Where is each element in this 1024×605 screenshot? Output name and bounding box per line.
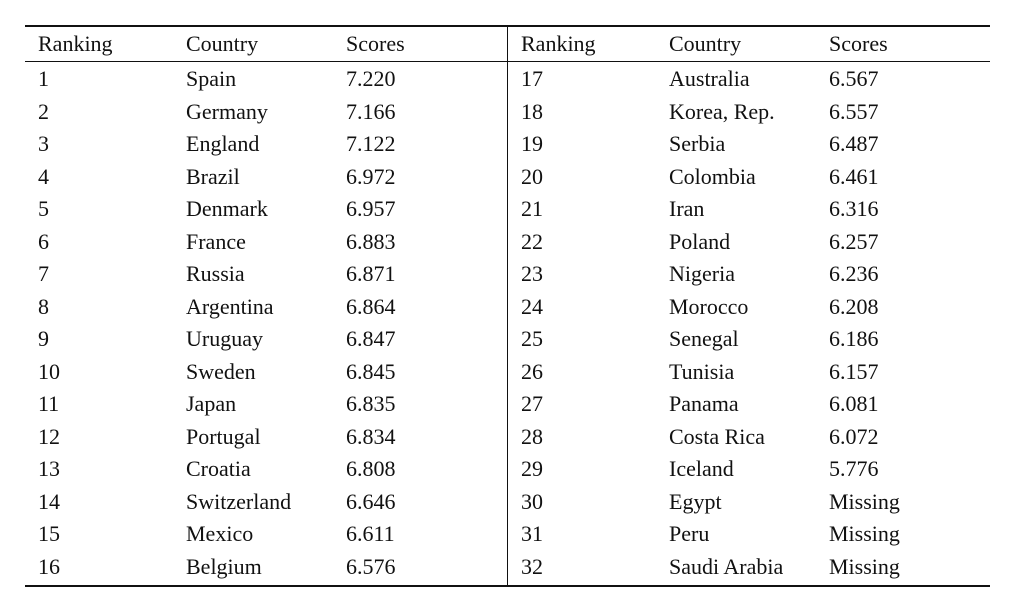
country-cell: Spain (186, 66, 237, 92)
score-cell: 6.845 (346, 358, 396, 384)
score-cell: 6.646 (346, 488, 396, 514)
left-rows (25, 62, 507, 585)
table-row (25, 291, 507, 324)
header-scores: Scores (829, 31, 888, 56)
score-cell: 6.461 (829, 163, 879, 189)
country-cell: Senegal (669, 326, 739, 352)
score-cell: 7.166 (346, 98, 396, 124)
score-cell: 6.847 (346, 326, 396, 352)
country-cell: Sweden (186, 358, 256, 384)
country-cell: Portugal (186, 423, 261, 449)
table-row (25, 193, 507, 226)
table-row (25, 161, 507, 194)
ranking-cell: 6 (38, 228, 49, 254)
ranking-cell: 23 (521, 261, 543, 287)
country-cell: Panama (669, 391, 739, 417)
table-row (25, 63, 507, 96)
ranking-cell: 14 (38, 488, 60, 514)
score-cell: 7.220 (346, 66, 396, 92)
ranking-cell: 11 (38, 391, 60, 417)
table-row (508, 453, 990, 486)
country-cell: Switzerland (186, 488, 292, 514)
country-cell: Saudi Arabia (669, 553, 784, 579)
header-row (25, 27, 507, 62)
rankings-table (25, 25, 990, 587)
table-row (508, 551, 990, 584)
score-cell: 6.972 (346, 163, 396, 189)
score-cell: 6.957 (346, 196, 396, 222)
score-cell: 6.257 (829, 228, 879, 254)
ranking-cell: 15 (38, 521, 60, 547)
score-cell: 6.081 (829, 391, 879, 417)
ranking-cell: 26 (521, 358, 543, 384)
country-cell: Morocco (669, 293, 749, 319)
score-cell: 6.567 (829, 66, 879, 92)
country-cell: Iran (669, 196, 705, 222)
table-row (508, 63, 990, 96)
header-ranking: Ranking (521, 31, 596, 56)
ranking-cell: 25 (521, 326, 543, 352)
ranking-cell: 30 (521, 488, 543, 514)
score-cell: Missing (829, 521, 900, 547)
country-cell: Germany (186, 98, 268, 124)
ranking-cell: 16 (38, 553, 60, 579)
table-row (508, 518, 990, 551)
ranking-cell: 12 (38, 423, 60, 449)
table-row (508, 128, 990, 161)
header-ranking: Ranking (38, 31, 113, 56)
header-country: Country (669, 31, 742, 56)
ranking-cell: 1 (38, 66, 49, 92)
table-row (508, 96, 990, 129)
table-right-half (508, 27, 990, 585)
ranking-cell: 10 (38, 358, 60, 384)
ranking-cell: 24 (521, 293, 543, 319)
score-cell: 6.186 (829, 326, 879, 352)
country-cell: Mexico (186, 521, 254, 547)
table-row (508, 258, 990, 291)
score-cell: 6.487 (829, 131, 879, 157)
country-cell: Australia (669, 66, 750, 92)
ranking-cell: 7 (38, 261, 49, 287)
ranking-cell: 21 (521, 196, 543, 222)
country-cell: Japan (186, 391, 237, 417)
country-cell: Serbia (669, 131, 726, 157)
country-cell: Costa Rica (669, 423, 765, 449)
country-cell: Croatia (186, 456, 251, 482)
table-row (508, 356, 990, 389)
score-cell: 6.157 (829, 358, 879, 384)
table-row (508, 388, 990, 421)
ranking-cell: 19 (521, 131, 543, 157)
score-cell: 6.072 (829, 423, 879, 449)
table-row (25, 356, 507, 389)
header-scores: Scores (346, 31, 405, 56)
country-cell: Colombia (669, 163, 756, 189)
table-row (25, 453, 507, 486)
table-row (508, 226, 990, 259)
score-cell: 6.864 (346, 293, 396, 319)
ranking-cell: 20 (521, 163, 543, 189)
score-cell: 6.834 (346, 423, 396, 449)
score-cell: 6.808 (346, 456, 396, 482)
country-cell: Korea, Rep. (669, 98, 775, 124)
ranking-cell: 9 (38, 326, 49, 352)
table-row (508, 323, 990, 356)
table-halves (25, 27, 990, 585)
ranking-cell: 3 (38, 131, 49, 157)
table-row (25, 226, 507, 259)
ranking-cell: 8 (38, 293, 49, 319)
country-cell: Uruguay (186, 326, 263, 352)
country-cell: Iceland (669, 456, 734, 482)
ranking-cell: 29 (521, 456, 543, 482)
table-row (508, 193, 990, 226)
table-row (25, 128, 507, 161)
country-cell: Tunisia (669, 358, 735, 384)
ranking-cell: 27 (521, 391, 543, 417)
ranking-cell: 32 (521, 553, 543, 579)
ranking-cell: 2 (38, 98, 49, 124)
score-cell: 6.576 (346, 553, 396, 579)
table-row (25, 518, 507, 551)
ranking-cell: 17 (521, 66, 543, 92)
header-country: Country (186, 31, 259, 56)
score-cell: 6.883 (346, 228, 396, 254)
country-cell: Nigeria (669, 261, 735, 287)
table-row (25, 323, 507, 356)
ranking-cell: 28 (521, 423, 543, 449)
country-cell: Argentina (186, 293, 274, 319)
country-cell: England (186, 131, 260, 157)
score-cell: 6.236 (829, 261, 879, 287)
score-cell: 6.557 (829, 98, 879, 124)
score-cell: 6.871 (346, 261, 396, 287)
country-cell: Peru (669, 521, 710, 547)
table-row (25, 486, 507, 519)
ranking-cell: 4 (38, 163, 49, 189)
ranking-cell: 18 (521, 98, 543, 124)
country-cell: Denmark (186, 196, 268, 222)
table-row (508, 161, 990, 194)
country-cell: Egypt (669, 488, 722, 514)
ranking-cell: 31 (521, 521, 543, 547)
right-rows (508, 62, 990, 585)
country-cell: Brazil (186, 163, 240, 189)
table-row (508, 291, 990, 324)
table-row (25, 388, 507, 421)
country-cell: Belgium (186, 553, 262, 579)
score-cell: 5.776 (829, 456, 879, 482)
header-row (508, 27, 990, 62)
country-cell: Poland (669, 228, 731, 254)
ranking-cell: 22 (521, 228, 543, 254)
table-row (25, 421, 507, 454)
score-cell: 6.835 (346, 391, 396, 417)
table-row (25, 96, 507, 129)
country-cell: Russia (186, 261, 245, 287)
table-row (508, 486, 990, 519)
ranking-cell: 13 (38, 456, 60, 482)
score-cell: Missing (829, 488, 900, 514)
score-cell: 6.208 (829, 293, 879, 319)
table-left-half (25, 27, 508, 585)
table-row (508, 421, 990, 454)
score-cell: 6.611 (346, 521, 395, 547)
score-cell: 7.122 (346, 131, 396, 157)
table-row (25, 258, 507, 291)
score-cell: Missing (829, 553, 900, 579)
country-cell: France (186, 228, 246, 254)
ranking-cell: 5 (38, 196, 49, 222)
table-row (25, 551, 507, 584)
score-cell: 6.316 (829, 196, 879, 222)
